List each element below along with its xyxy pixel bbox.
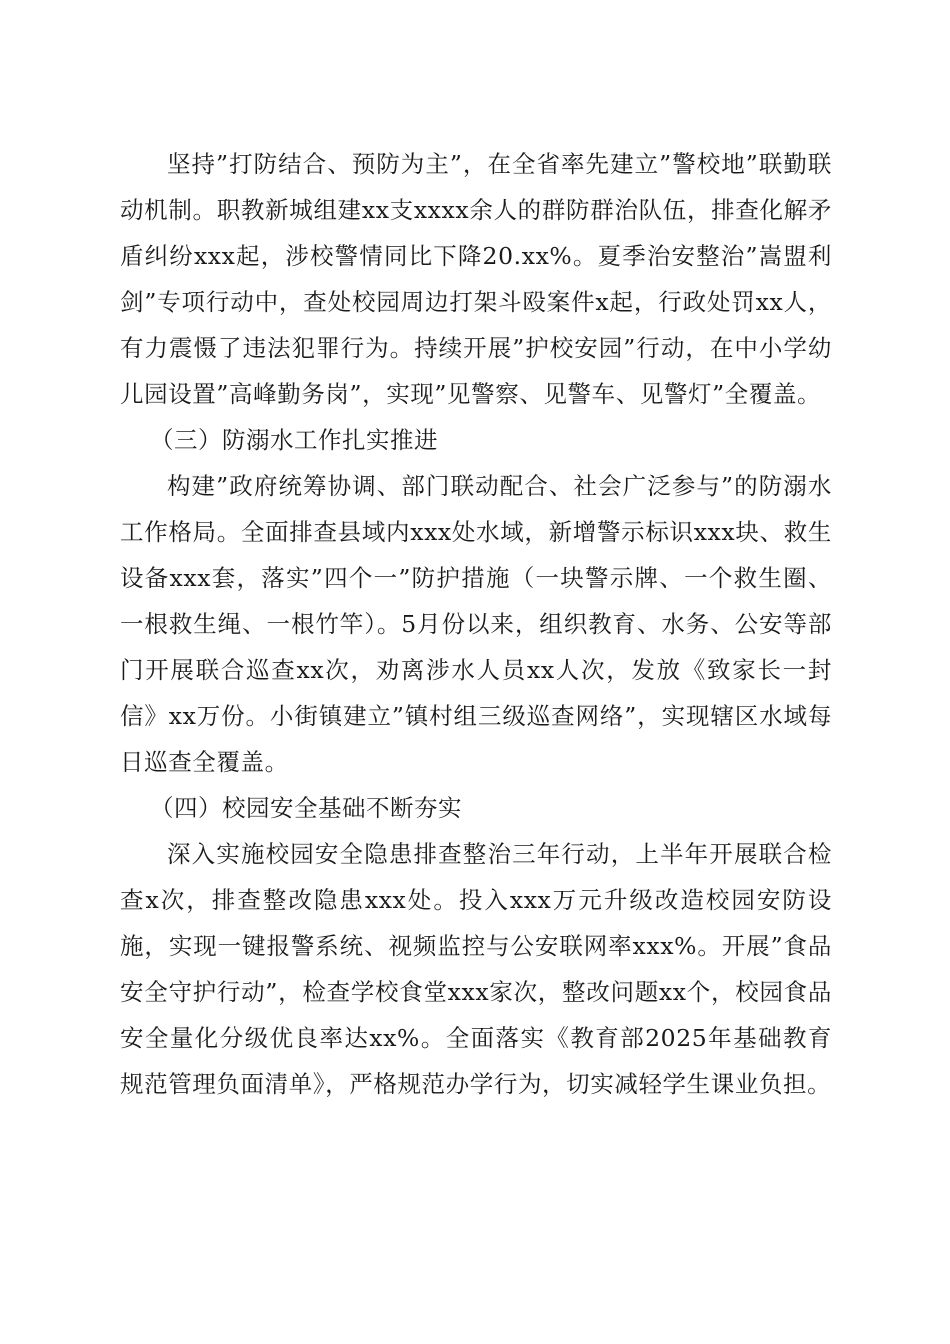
section-heading-drowning-prevention: （三）防溺水工作扎实推进 [150, 426, 438, 454]
paragraph-drowning-prevention: 构建”政府统筹协调、部门联动配合、社会广泛参与”的防溺水工作格局。全面排查县域内xxx处水域，新增警示标识xxx块、救生设备xxx套，落实”四个一”防护措施（一块警示牌、一个救生圈、一根救生绳、一根竹竿）。5月份以来，组织教育、水务、公安等部门开展联合巡查xx次，劝离涉水人员xx人次，发放《致家长一封信》xx万份。小街镇建立”镇村组三级巡查网络”，实现辖区水域每日巡查全覆盖。 [120, 472, 832, 776]
section-heading-campus-safety: （四）校园安全基础不断夯实 [150, 794, 462, 822]
document-page [120, 141, 832, 1107]
paragraph-police-school-linkage: 坚持”打防结合、预防为主”，在全省率先建立”警校地”联勤联动机制。职教新城组建xx支xxxx余人的群防群治队伍，排查化解矛盾纠纷xxx起，涉校警情同比下降20.xx%。夏季治安整治”嵩盟利剑”专项行动中，查处校园周边打架斗殴案件x起，行政处罚xx人，有力震慑了违法犯罪行为。持续开展”护校安园”行动，在中小学幼儿园设置”高峰勤务岗”，实现”见警察、见警车、见警灯”全覆盖。 [120, 150, 832, 408]
paragraph-campus-safety: 深入实施校园安全隐患排查整治三年行动，上半年开展联合检查x次，排查整改隐患xxx处。投入xxx万元升级改造校园安防设施，实现一键报警系统、视频监控与公安联网率xxx%。开展”食品安全守护行动”，检查学校食堂xxx家次，整改问题xx个，校园食品安全量化分级优良率达xx%。全面落实《教育部2025年基础教育规范管理负面清单》，严格规范办学行为，切实减轻学生课业负担。 [120, 840, 832, 1098]
